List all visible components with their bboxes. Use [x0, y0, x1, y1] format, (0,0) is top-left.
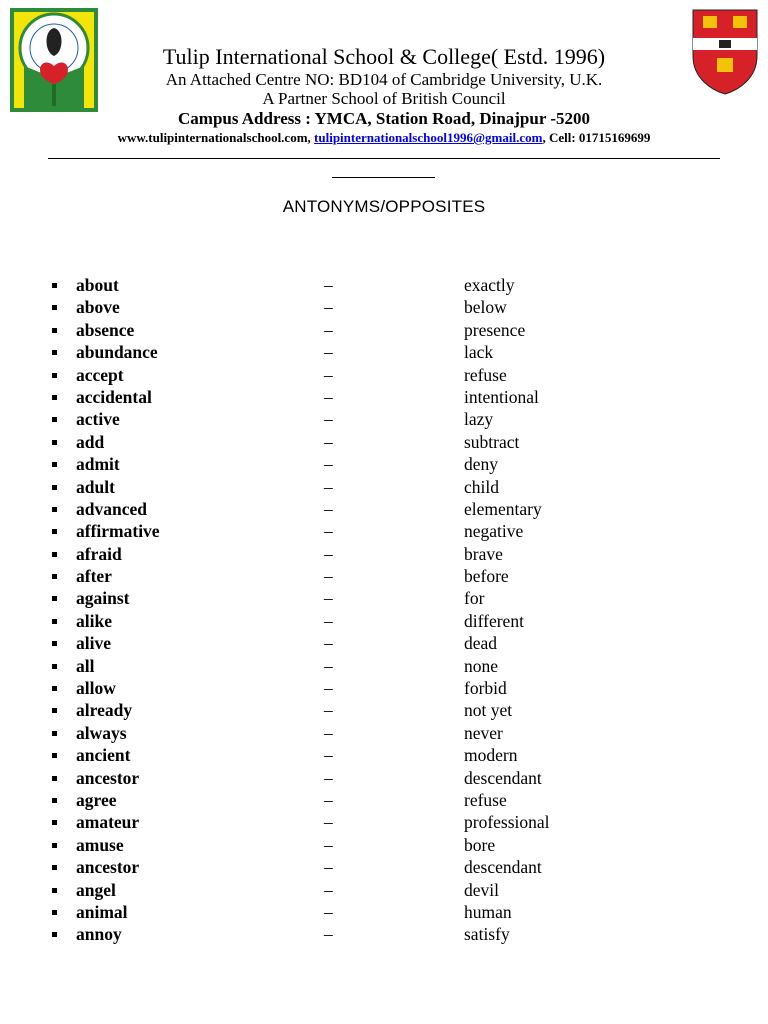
opposite: subtract: [464, 431, 520, 452]
opposite: human: [464, 901, 512, 922]
word: agree: [76, 789, 117, 810]
dash: –: [324, 678, 333, 699]
list-item: [0, 901, 768, 923]
list-item: [0, 476, 768, 498]
dash: –: [324, 364, 333, 385]
list-item: [0, 274, 768, 296]
list-item: [0, 767, 768, 789]
bullet-icon: [52, 283, 57, 288]
dash: –: [324, 700, 333, 721]
word: ancestor: [76, 767, 140, 788]
list-item: [0, 408, 768, 430]
opposite: professional: [464, 812, 550, 833]
list-item: [0, 789, 768, 811]
word: accidental: [76, 386, 152, 407]
list-item: [0, 319, 768, 341]
list-item: [0, 856, 768, 878]
cell-text: , Cell: 01715169699: [542, 130, 651, 145]
list-item: [0, 453, 768, 475]
dash: –: [324, 812, 333, 833]
list-item: [0, 879, 768, 901]
bullet-icon: [52, 686, 57, 691]
bullet-icon: [52, 619, 57, 624]
word: advanced: [76, 498, 147, 519]
word: amuse: [76, 834, 124, 855]
list-item: [0, 296, 768, 318]
bullet-icon: [52, 798, 57, 803]
antonym-list: [0, 274, 768, 946]
word: allow: [76, 678, 116, 699]
word: annoy: [76, 924, 122, 945]
dash: –: [324, 924, 333, 945]
contact-line: [0, 129, 768, 146]
dash: –: [324, 297, 333, 318]
list-item: [0, 699, 768, 721]
word: alike: [76, 610, 112, 631]
list-item: [0, 632, 768, 654]
dash: –: [324, 521, 333, 542]
opposite: bore: [464, 834, 496, 855]
dash: –: [324, 498, 333, 519]
opposite: elementary: [464, 498, 542, 519]
word: all: [76, 655, 95, 676]
opposite: descendant: [464, 767, 542, 788]
bullet-icon: [52, 507, 57, 512]
word: animal: [76, 901, 128, 922]
dash: –: [324, 767, 333, 788]
header-divider-short: [332, 177, 435, 178]
bullet-icon: [52, 708, 57, 713]
opposite: modern: [464, 745, 518, 766]
opposite: lazy: [464, 409, 494, 430]
bullet-icon: [52, 731, 57, 736]
word: ancient: [76, 745, 131, 766]
dash: –: [324, 319, 333, 340]
dash: –: [324, 879, 333, 900]
bullet-icon: [52, 440, 57, 445]
word: alive: [76, 633, 111, 654]
header-divider: [48, 158, 720, 159]
opposite: refuse: [464, 364, 507, 385]
opposite: dead: [464, 633, 498, 654]
school-name: Tulip International School & College( Estd. 1996): [162, 44, 606, 69]
list-item: [0, 722, 768, 744]
dash: –: [324, 409, 333, 430]
dash: –: [324, 655, 333, 676]
dash: –: [324, 342, 333, 363]
bullet-icon: [52, 305, 57, 310]
bullet-icon: [52, 753, 57, 758]
list-item: [0, 498, 768, 520]
dash: –: [324, 857, 333, 878]
opposite: lack: [464, 342, 494, 363]
opposite: exactly: [464, 275, 515, 295]
bullet-icon: [52, 664, 57, 669]
affiliation-text: An Attached Centre NO: BD104 of Cambridge University, U.K.: [165, 70, 603, 89]
list-item: [0, 386, 768, 408]
word: afraid: [76, 543, 122, 564]
word: amateur: [76, 812, 140, 833]
opposite: brave: [464, 543, 503, 564]
dash: –: [324, 610, 333, 631]
word: adult: [76, 476, 115, 497]
bullet-icon: [52, 888, 57, 893]
bullet-icon: [52, 776, 57, 781]
website-text: www.tulipinternationalschool.com,: [117, 130, 315, 145]
list-item: [0, 364, 768, 386]
dash: –: [324, 543, 333, 564]
bullet-icon: [52, 865, 57, 870]
word: against: [76, 588, 130, 609]
bullet-icon: [52, 328, 57, 333]
dash: –: [324, 834, 333, 855]
dash: –: [324, 566, 333, 587]
list-item: [0, 610, 768, 632]
opposite: presence: [464, 319, 526, 340]
list-item: [0, 587, 768, 609]
word: add: [76, 431, 105, 452]
opposite: before: [464, 566, 509, 587]
opposite: different: [464, 610, 524, 631]
list-item: [0, 431, 768, 453]
list-item: [0, 923, 768, 945]
opposite: intentional: [464, 386, 539, 407]
dash: –: [324, 745, 333, 766]
bullet-icon: [52, 417, 57, 422]
opposite: descendant: [464, 857, 542, 878]
list-item: [0, 520, 768, 542]
bullet-icon: [52, 485, 57, 490]
page-title: ANTONYMS/OPPOSITES: [282, 197, 486, 216]
bullet-icon: [52, 395, 57, 400]
email-link[interactable]: tulipinternationalschool1996@gmail.com: [314, 130, 543, 145]
list-item: [0, 834, 768, 856]
bullet-icon: [52, 552, 57, 557]
word: absence: [76, 319, 135, 340]
opposite: refuse: [464, 789, 507, 810]
word: affirmative: [76, 521, 160, 542]
dash: –: [324, 476, 333, 497]
opposite: for: [464, 588, 485, 609]
dash: –: [324, 901, 333, 922]
list-item: [0, 744, 768, 766]
bullet-icon: [52, 373, 57, 378]
bullet-icon: [52, 932, 57, 937]
word: already: [76, 700, 133, 721]
word: above: [76, 297, 120, 318]
campus-address: Campus Address : YMCA, Station Road, Dinajpur -5200: [178, 109, 590, 128]
list-item: [0, 341, 768, 363]
word: ancestor: [76, 857, 140, 878]
bullet-icon: [52, 529, 57, 534]
list-item: [0, 543, 768, 565]
bullet-icon: [52, 350, 57, 355]
word: always: [76, 722, 127, 743]
bullet-icon: [52, 462, 57, 467]
opposite: satisfy: [464, 924, 510, 945]
bullet-icon: [52, 641, 57, 646]
dash: –: [324, 633, 333, 654]
list-item: [0, 565, 768, 587]
opposite: child: [464, 476, 499, 497]
opposite: none: [464, 655, 499, 676]
bullet-icon: [52, 843, 57, 848]
dash: –: [324, 431, 333, 452]
opposite: deny: [464, 454, 499, 475]
dash: –: [324, 275, 333, 295]
dash: –: [324, 789, 333, 810]
opposite: below: [464, 297, 507, 318]
dash: –: [324, 454, 333, 475]
partner-text: A Partner School of British Council: [262, 89, 506, 108]
school-header: [0, 44, 768, 146]
word: angel: [76, 879, 116, 900]
opposite: forbid: [464, 678, 507, 699]
word: after: [76, 566, 112, 587]
dash: –: [324, 588, 333, 609]
opposite: not yet: [464, 700, 513, 721]
opposite: never: [464, 722, 503, 743]
opposite: devil: [464, 879, 499, 900]
list-item: [0, 811, 768, 833]
list-item: [0, 655, 768, 677]
bullet-icon: [52, 596, 57, 601]
dash: –: [324, 386, 333, 407]
dash: –: [324, 722, 333, 743]
word: abundance: [76, 342, 158, 363]
list-item: [0, 677, 768, 699]
word: accept: [76, 364, 124, 385]
word: about: [76, 275, 119, 295]
word: active: [76, 409, 120, 430]
bullet-icon: [52, 574, 57, 579]
word: admit: [76, 454, 120, 475]
bullet-icon: [52, 820, 57, 825]
opposite: negative: [464, 521, 524, 542]
bullet-icon: [52, 910, 57, 915]
